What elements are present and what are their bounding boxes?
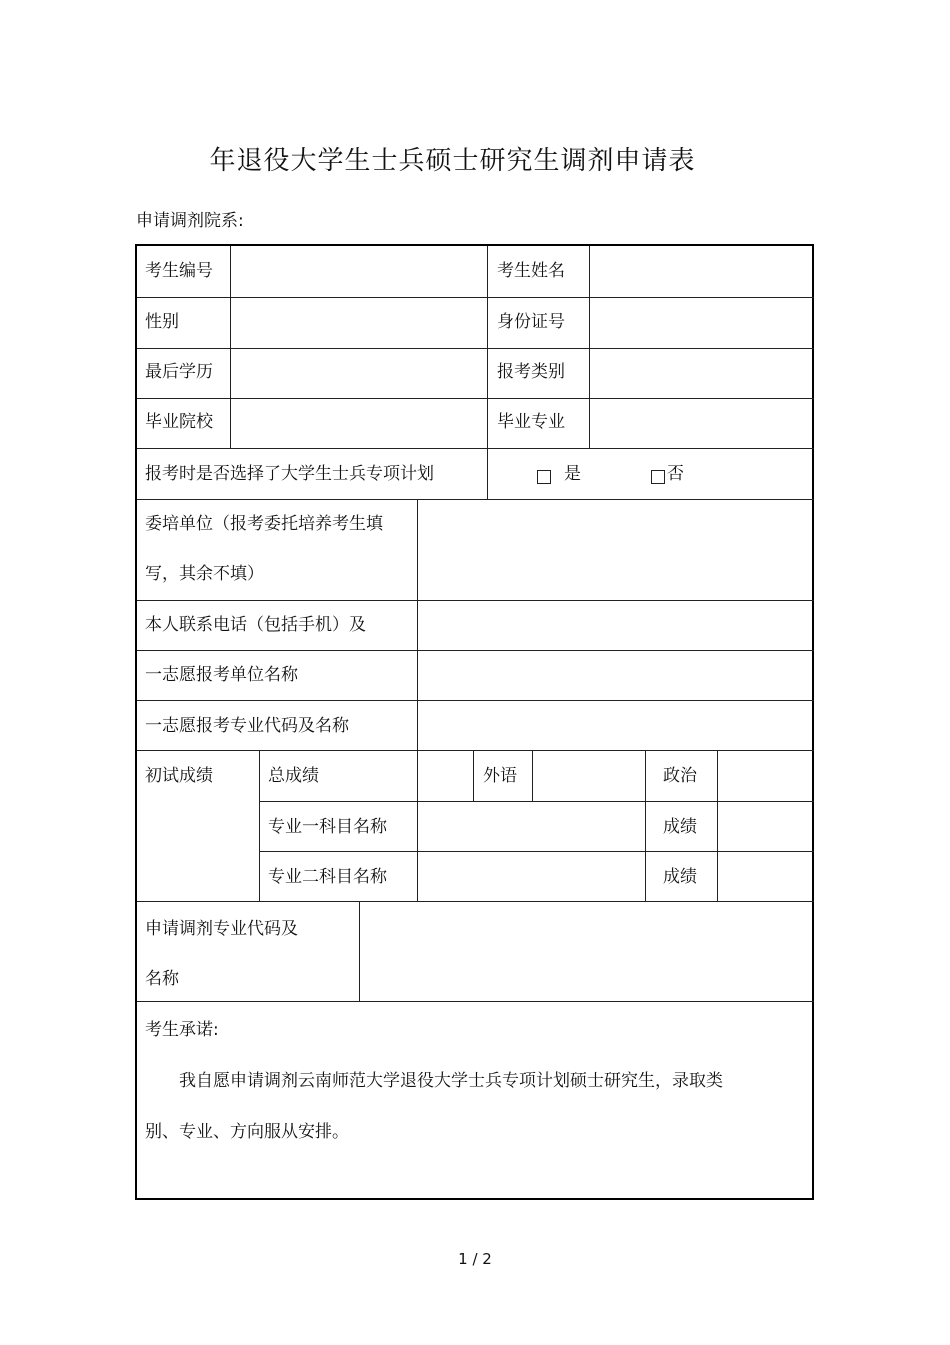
row-divider bbox=[259, 801, 814, 802]
pledge-text-line1: 我自愿申请调剂云南师范大学退役大学士兵专项计划硕士研究生，录取类 bbox=[179, 1071, 723, 1091]
row-divider bbox=[137, 750, 814, 751]
label-education: 最后学历 bbox=[145, 362, 213, 382]
row-divider bbox=[137, 448, 814, 449]
col-divider bbox=[359, 901, 360, 1001]
label-score1: 成绩 bbox=[663, 817, 697, 837]
label-score2: 成绩 bbox=[663, 867, 697, 887]
col-divider bbox=[487, 246, 488, 499]
label-phone: 本人联系电话（包括手机）及 bbox=[145, 615, 366, 635]
row-divider bbox=[137, 600, 814, 601]
page-number: 1 / 2 bbox=[458, 1250, 492, 1268]
row-divider bbox=[137, 901, 814, 902]
label-major: 毕业专业 bbox=[497, 412, 565, 432]
label-subject2: 专业二科目名称 bbox=[268, 867, 387, 887]
checkbox-no[interactable] bbox=[651, 470, 665, 484]
label-yes: 是 bbox=[564, 464, 581, 484]
col-divider bbox=[532, 750, 533, 801]
col-divider bbox=[417, 750, 418, 901]
label-name: 考生姓名 bbox=[497, 261, 565, 281]
department-label: 申请调剂院系: bbox=[136, 211, 244, 231]
label-category: 报考类别 bbox=[497, 362, 565, 382]
pledge-text-line2: 别、专业、方向服从安排。 bbox=[145, 1122, 349, 1142]
label-foreign: 外语 bbox=[483, 766, 517, 786]
checkbox-yes[interactable] bbox=[537, 470, 551, 484]
label-subject1: 专业一科目名称 bbox=[268, 817, 387, 837]
label-gender: 性别 bbox=[145, 312, 179, 332]
label-entrust-line2: 写，其余不填） bbox=[145, 564, 264, 584]
col-divider bbox=[717, 750, 718, 901]
form-title: 年退役大学生士兵硕士研究生调剂申请表 bbox=[209, 146, 696, 176]
label-total: 总成绩 bbox=[268, 766, 319, 786]
label-school: 毕业院校 bbox=[145, 412, 213, 432]
label-apply-major-line2: 名称 bbox=[145, 969, 179, 989]
col-divider bbox=[589, 246, 590, 448]
label-plan-question: 报考时是否选择了大学生士兵专项计划 bbox=[145, 464, 434, 484]
label-first-major: 一志愿报考专业代码及名称 bbox=[145, 716, 349, 736]
col-divider bbox=[259, 750, 260, 901]
label-no: 否 bbox=[667, 464, 684, 484]
application-form-table bbox=[135, 244, 814, 1200]
label-pledge: 考生承诺: bbox=[145, 1020, 219, 1040]
label-first-unit: 一志愿报考单位名称 bbox=[145, 665, 298, 685]
col-divider bbox=[230, 246, 231, 448]
row-divider bbox=[137, 398, 814, 399]
row-divider bbox=[259, 851, 814, 852]
label-exam-no: 考生编号 bbox=[145, 261, 213, 281]
row-divider bbox=[137, 499, 814, 500]
row-divider bbox=[137, 700, 814, 701]
col-divider bbox=[473, 750, 474, 801]
row-divider bbox=[137, 348, 814, 349]
row-divider bbox=[137, 650, 814, 651]
row-divider bbox=[137, 297, 814, 298]
label-apply-major-line1: 申请调剂专业代码及 bbox=[145, 919, 298, 939]
label-prelim-scores: 初试成绩 bbox=[145, 766, 213, 786]
col-divider bbox=[417, 499, 418, 751]
row-divider bbox=[137, 1001, 814, 1002]
col-divider bbox=[645, 750, 646, 901]
label-id-no: 身份证号 bbox=[497, 312, 565, 332]
label-entrust-line1: 委培单位（报考委托培养考生填 bbox=[145, 514, 383, 534]
label-politics: 政治 bbox=[663, 766, 697, 786]
